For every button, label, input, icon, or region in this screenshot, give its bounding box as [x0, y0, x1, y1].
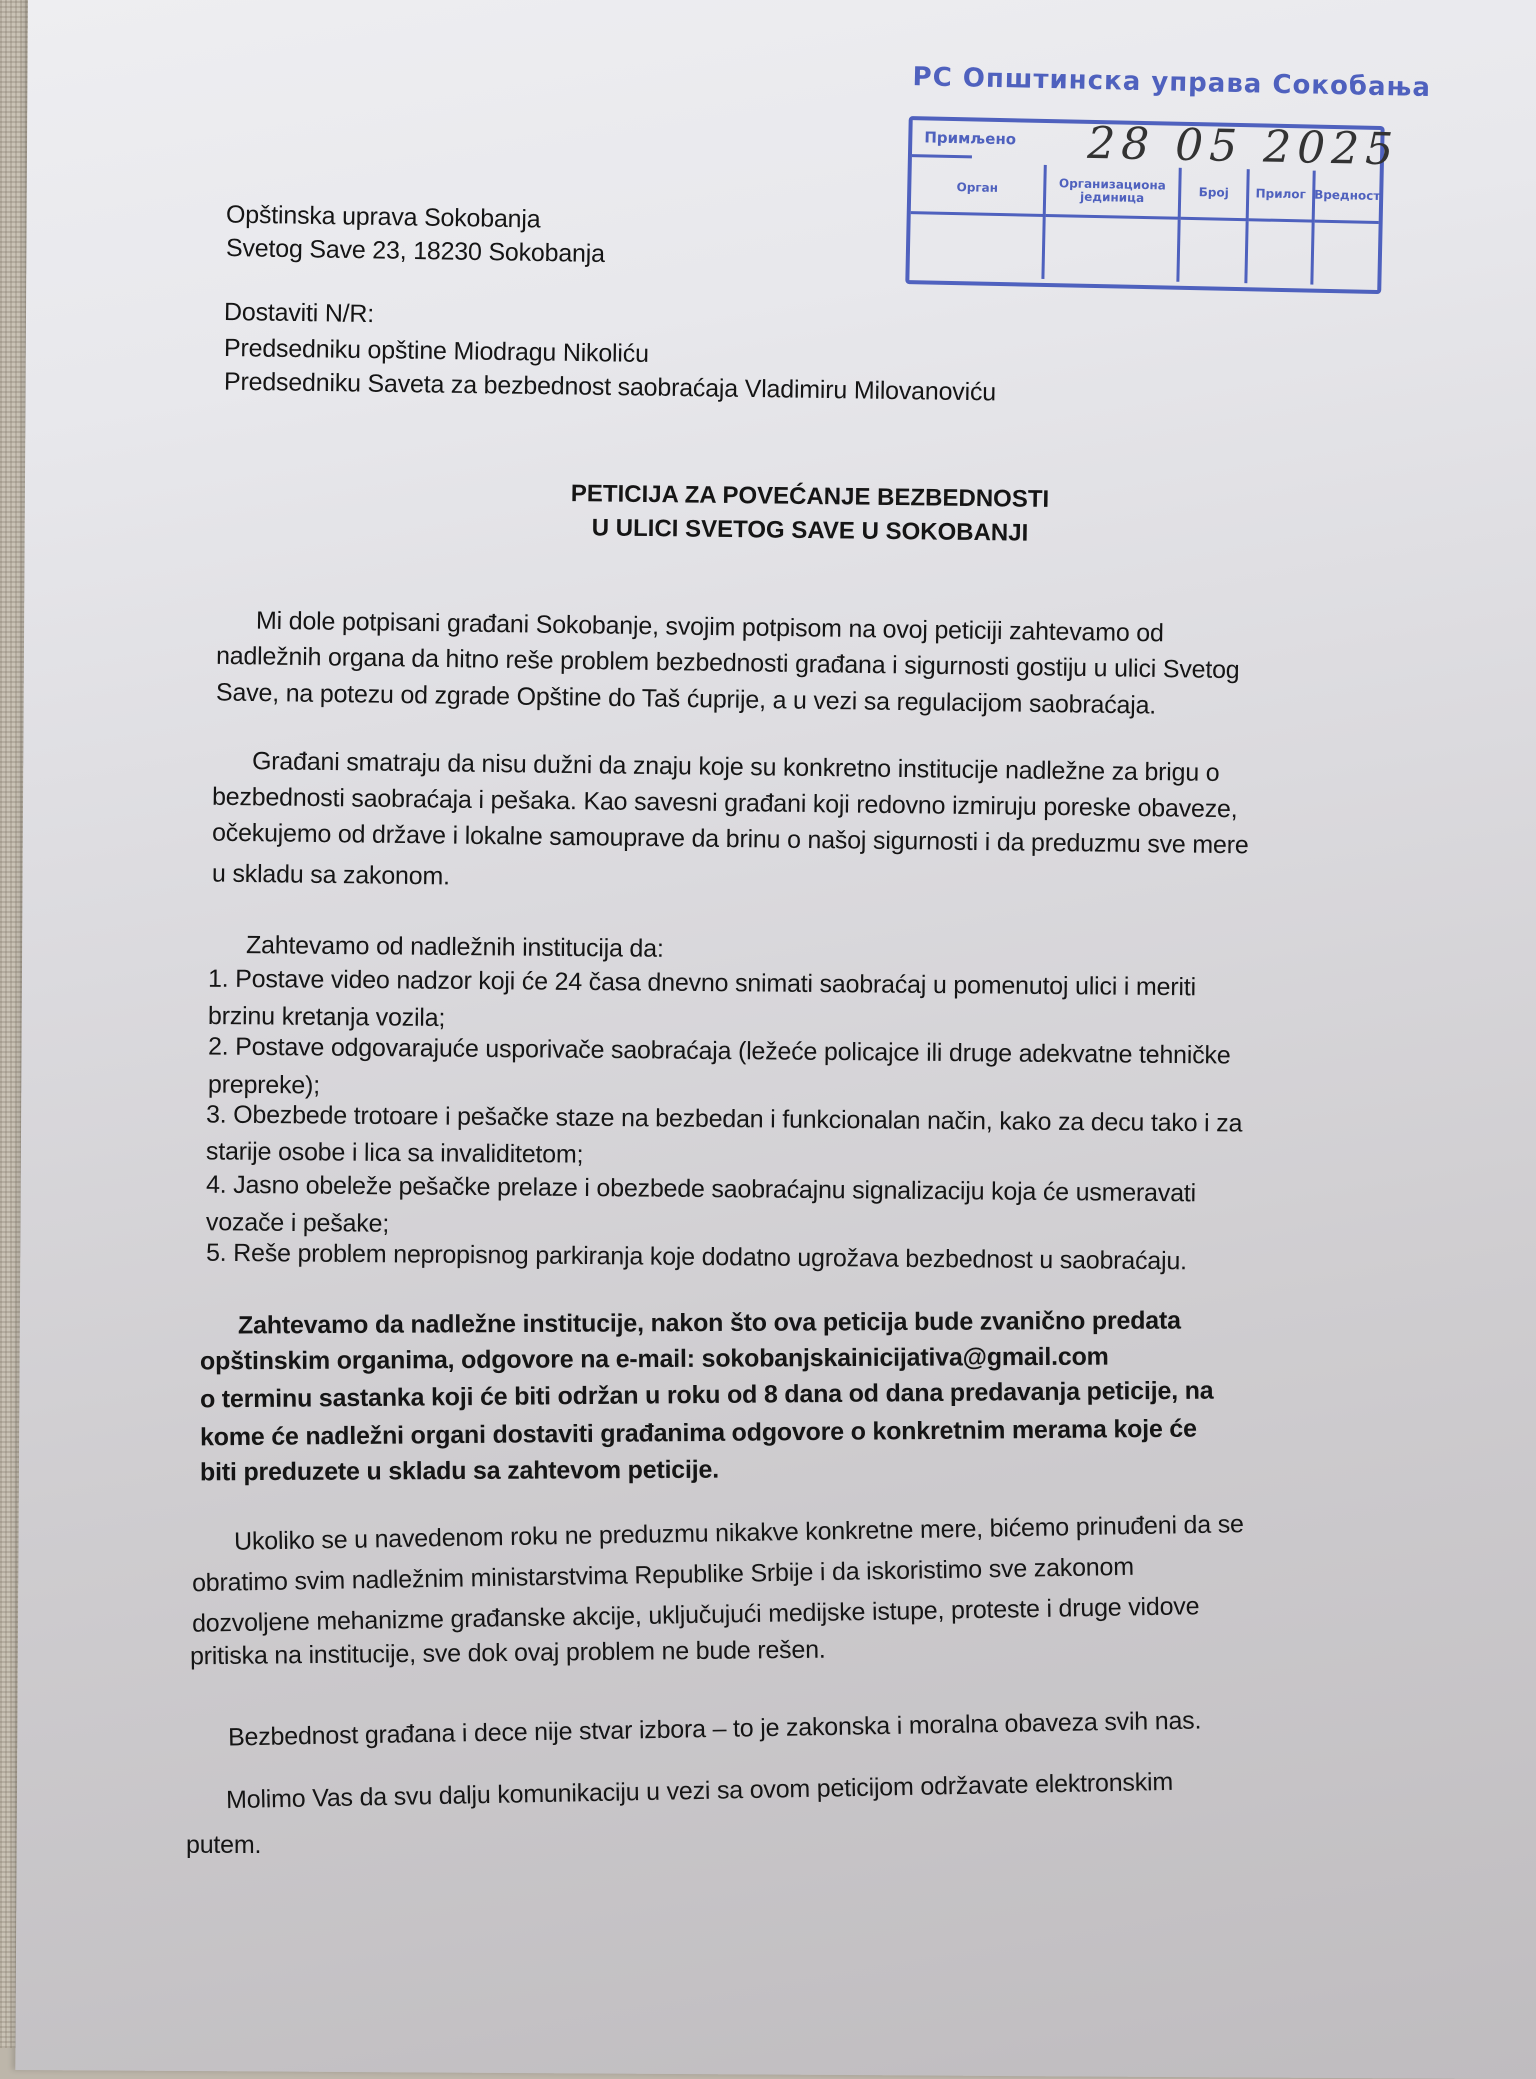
recipient-name: Opštinska uprava Sokobanja — [225, 200, 541, 234]
stamp-col-value: Вредност — [1315, 171, 1380, 224]
recipient-address: Svetog Save 23, 18230 Sokobanja — [225, 234, 606, 268]
bold-paragraph-line: Zahtevamo da nadležne institucije, nakon što ova peticija bude zvanično predata — [237, 1306, 1181, 1340]
paragraph-3-line: obratimo svim nadležnim ministarstvima Republike Srbije i da iskoristimo sve zakonom — [191, 1552, 1135, 1598]
stamp-cell-empty — [1179, 220, 1248, 283]
paragraph-5-line: Molimo Vas da svu dalju komunikaciju u vezi sa ovom peticijom održavate elektronskim — [225, 1767, 1174, 1815]
stamp-col-attachment: Прилог — [1249, 169, 1316, 222]
paragraph-5-line: putem. — [186, 1831, 262, 1859]
stamp-cell-empty — [909, 214, 1045, 279]
demand-item: 3. Obezbede trotoare i pešačke staze na bezbedan i funkcionalan način, kako za decu tako i za — [205, 1100, 1243, 1138]
demands-intro: Zahtevamo od nadležnih institucija da: — [245, 931, 664, 963]
petition-title-line-2: U ULICI SVETOG SAVE U SOKOBANJI — [591, 514, 1029, 547]
stamp-received-label: Примљено — [924, 128, 1017, 149]
demand-item: prepreke); — [207, 1070, 321, 1100]
paragraph-2-line: u skladu sa zakonom. — [211, 859, 450, 891]
attention-recipient-1: Predsedniku opštine Miodragu Nikoliću — [223, 334, 649, 368]
demand-item: 2. Postave odgovarajuće usporivače saobraćaja (ležeće policajce ili druge adekvatne tehničke — [207, 1032, 1231, 1070]
stamp-cell-empty — [1313, 223, 1378, 286]
demand-item: 5. Reše problem nepropisnog parkiranja koje dodatno ugrožava bezbednost u saobraćaju. — [205, 1238, 1187, 1276]
stamp-grid — [909, 162, 1379, 286]
bold-paragraph-line: opštinskim organima, odgovore na e-mail: sokobanjskainicijativa@gmail.com — [199, 1342, 1109, 1376]
stamp-cell-empty — [1247, 221, 1314, 284]
bold-paragraph-line: o terminu sastanka koji će biti održan u roku od 8 dana od dana predavanja peticije, na — [199, 1376, 1214, 1414]
stamp-date: 28 05 2025 — [1086, 117, 1400, 176]
demand-item: vozače i pešake; — [205, 1208, 390, 1238]
paragraph-1-line: Save, na potezu od zgrade Opštine do Taš ćuprije, a u vezi sa regulacijom saobraćaja. — [215, 678, 1157, 720]
bold-paragraph-line: biti preduzete u skladu sa zahtevom peticije. — [199, 1455, 719, 1487]
stamp-col-org-unit: Организациона јединица — [1046, 165, 1182, 220]
stamp-box — [905, 116, 1400, 294]
paragraph-2-line: Građani smatraju da nisu dužni da znaju koje su konkretno institucije nadležne za brigu o — [251, 747, 1220, 787]
demand-item: 1. Postave video nadzor koji će 24 časa dnevno snimati saobraćaj u pomenutoj ulici i meriti — [207, 964, 1197, 1002]
petition-title-line-1: PETICIJA ZA POVEĆANJE BEZBEDNOSTI — [570, 480, 1050, 513]
demand-item: brzinu kretanja vozila; — [207, 1001, 446, 1033]
paragraph-3-line: pritiska na institucije, sve dok ovaj problem ne bude rešen. — [189, 1635, 826, 1671]
registry-stamp — [900, 58, 1432, 298]
demand-item: starije osobe i lica sa invaliditetom; — [205, 1137, 584, 1169]
bold-paragraph-line: kome će nadležni organi dostaviti građanima odgovore o konkretnim merama koje će — [199, 1414, 1197, 1452]
paragraph-1-line: Mi dole potpisani građani Sokobanje, svojim potpisom na ovoj peticiji zahtevamo od — [255, 606, 1164, 648]
stamp-cell-empty — [1044, 217, 1180, 282]
attention-label: Dostaviti N/R: — [223, 297, 375, 329]
stamp-header: РС Општинска управа Сокобања — [912, 62, 1432, 104]
paragraph-3-line: dozvoljene mehanizme građanske akcije, uključujući medijske istupe, proteste i druge vidove — [191, 1592, 1200, 1638]
paragraph-3-line: Ukoliko se u navedenom roku ne preduzmu nikakve konkretne mere, bićemo prinuđeni da se — [233, 1510, 1244, 1556]
stamp-col-organ: Орган — [911, 162, 1047, 217]
paragraph-1-line: nadležnih organa da hitno reše problem bezbednosti građana i sigurnosti gostiju u ulici Svetog — [215, 641, 1240, 685]
stamp-col-number: Број — [1181, 168, 1250, 221]
paragraph-2-line: bezbednosti saobraćaja i pešaka. Kao savesni građani koji redovno izmiruju poreske obaveze, — [211, 782, 1238, 824]
paragraph-2-line: očekujemo od države i lokalne samouprave da brinu o našoj sigurnosti i da preduzmu sve mere — [211, 818, 1249, 860]
stamp-divider — [912, 154, 972, 158]
attention-recipient-2: Predsedniku Saveta za bezbednost saobraćaja Vladimiru Milovanoviću — [223, 367, 997, 407]
demand-item: 4. Jasno obeleže pešačke prelaze i obezbede saobraćajnu signalizaciju koja će usmeravati — [205, 1170, 1197, 1208]
paragraph-4: Bezbednost građana i dece nije stvar izbora – to je zakonska i moralna obaveza svih nas. — [227, 1706, 1202, 1752]
